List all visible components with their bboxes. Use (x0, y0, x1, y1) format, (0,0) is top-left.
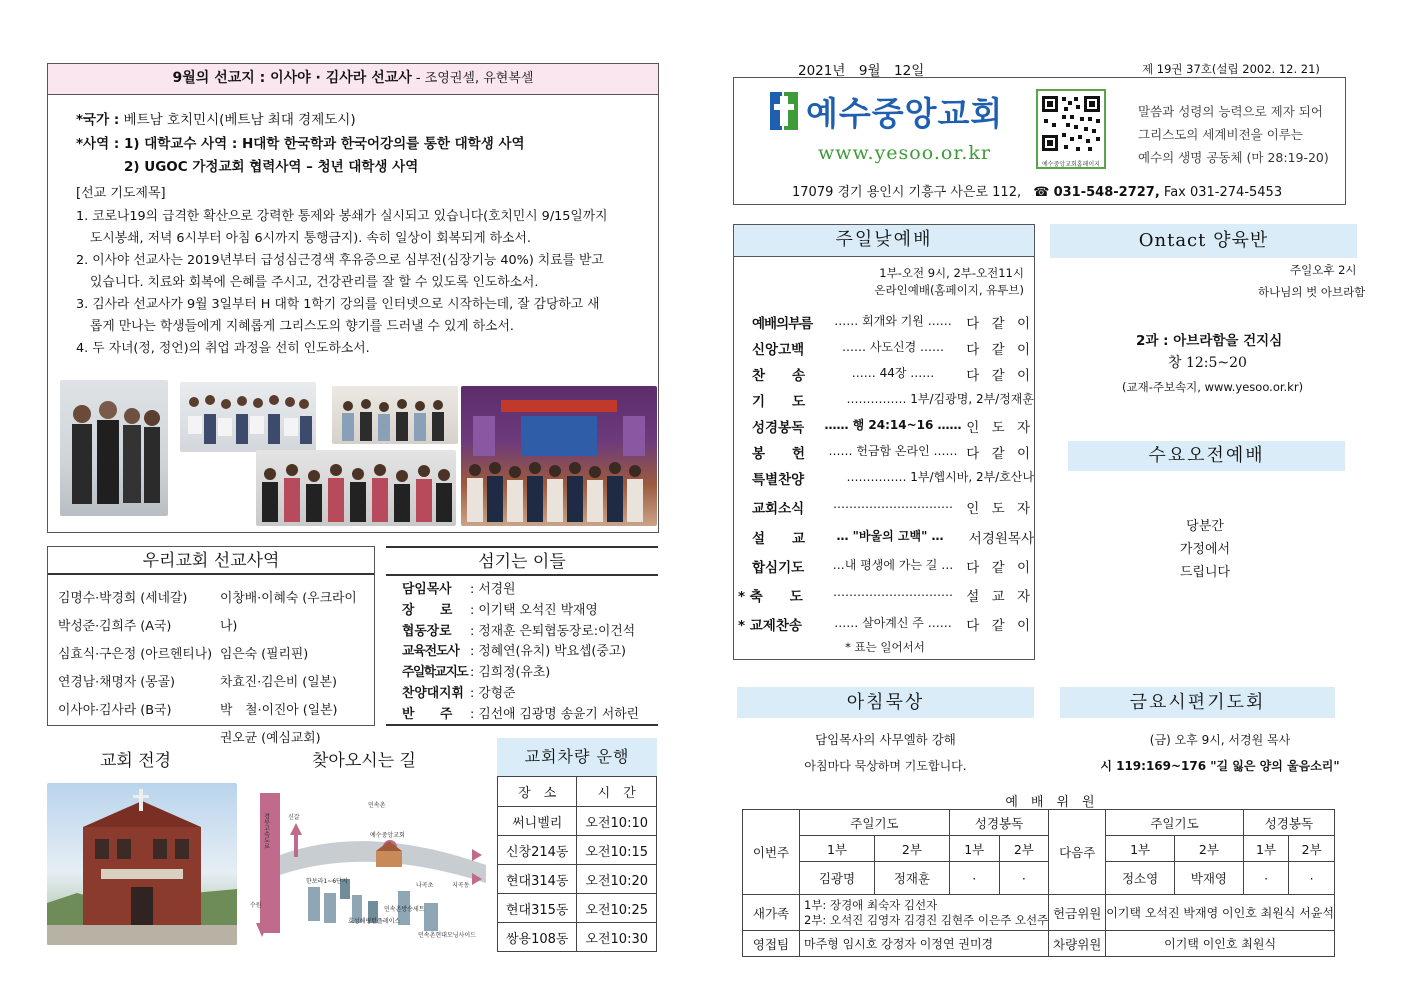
order-row: 기 도 …………… 1부/김광명, 2부/정재훈 (752, 392, 1034, 410)
missionary-entry: 임은숙 (필리핀) (220, 647, 309, 662)
church-name: 예수중앙교회 (806, 94, 1004, 133)
map-label-church: 예수중앙교회 (370, 832, 405, 839)
vehicle-title: 교회차량 운행 (497, 738, 657, 776)
wednesday-note: 당분간 가정에서 드립니다 (1179, 519, 1231, 580)
table-row: 쌍용108동 오전10:30 (498, 923, 657, 952)
map-label-hanbora: 한보라1~6단지 (306, 878, 348, 885)
group-photo (256, 450, 456, 526)
friday-line-2: 시 119:169~176 "길 잃은 양의 울음소리" (1100, 759, 1340, 773)
morning-line-1: 담임목사의 사무엘하 강해 (815, 732, 956, 747)
church-visit-photo (332, 386, 458, 444)
motto-line: 말씀과 성령의 능력으로 제자 되어 (1138, 104, 1323, 119)
classroom-photo (180, 382, 316, 452)
prayer-line: 있습니다. 치료와 회복에 은혜를 주시고, 건강관리를 잘 할 수 있도록 인도하소서. (90, 275, 539, 290)
order-row: 교회소식 ………………………… 인 도 자 (752, 497, 1034, 517)
missionary-entry: 이사야·김사라 (B국) (58, 703, 172, 718)
missionary-entry: 권오균 (예심교회) (220, 731, 321, 746)
committee-title: 예 배 위 원 (1005, 795, 1095, 810)
table-row: 현대314동 오전10:20 (498, 865, 657, 894)
qr-code (1036, 89, 1106, 169)
missionary-section (47, 63, 659, 533)
order-row: 봉 헌 …… 헌금함 온라인 …… 다 같 이 (752, 444, 1034, 462)
directions-map (248, 783, 490, 945)
servants-title: 섬기는 이들 (386, 548, 658, 576)
missionary-cells: - 조영권셀, 유현복셀 (411, 71, 534, 86)
order-row: 신앙고백 …… 사도신경 …… 다 같 이 (752, 340, 1034, 358)
masthead (733, 77, 1346, 205)
prayer-line: 도시봉쇄, 저녁 6시부터 아침 6시까지 통행금지). 속히 일상이 회복되게 하소서. (90, 231, 531, 246)
map-label-folkvillage: 민속촌 (368, 802, 386, 809)
address: 17079 경기 용인시 기흥구 사은로 112, (792, 185, 1022, 200)
servants-section (386, 546, 658, 726)
church-logo-icon (770, 92, 798, 130)
bulletin-issue: 제 19권 37호(설립 2002. 12. 21) (1142, 62, 1320, 76)
order-row: * 교제찬송 …… 살아계신 주 …… 다 같 이 (738, 616, 1034, 634)
motto-line: 그리스도의 세계비전을 이루는 (1138, 127, 1303, 142)
table-row: 현대315동 오전10:25 (498, 894, 657, 923)
servants-list: 담임목사 : 서경원 장 로 : 이기택 오석진 박재영 협동장로 : 정재훈 은퇴협동장로:이건석 교육전도사 : 정혜연(유치) 박요셉(중고) 주일학교지도 : 김희정(유초) 찬양대지휘 : 강형준 반 주 : 김선애 김광명 송윤기 서하린 (402, 582, 639, 722)
order-row: 합심기도 …내 평생에 가는 길 … 다 같 이 (752, 558, 1034, 576)
missionary-title: 9월의 선교지 : 이사야 · 김사라 선교사 (172, 70, 412, 86)
ontact-time: 주일오후 2시 (1290, 263, 1357, 277)
map-label-singal: 신갈 (288, 814, 300, 821)
worship-hall-photo (461, 386, 657, 526)
ontact-verse: 창 12:5~20 (1168, 355, 1247, 371)
contact-line (792, 181, 1282, 200)
committee-table: 이번주 주일기도 성경봉독 다음주 주일기도 성경봉독 1부 2부 1부 2부 1부 2부 1부 2부 김광명 정재훈 · · 정소영 박재영 · · 새가족 1부: 장경애 최숙자 김선자 2부: 오석진 김영자 김경진 김현주 이은주 오선주 헌금위원 이기택 오석진 박재영 이인호 최원식 서윤석 영접팀 마주형 임시호 강정자 이정연 권미경 차량위원 이기택 이인호 최원식 (742, 809, 1335, 957)
motto-line: 예수의 생명 공동체 (마 28:19-20) (1138, 150, 1329, 165)
table-row: 신창214동 오전10:15 (498, 836, 657, 865)
order-row: * 축 도 ………………………… 설 교 자 (738, 585, 1034, 605)
wednesday-title: 수요오전예배 (1068, 441, 1345, 471)
directions-title: 찾아오시는 길 (312, 751, 416, 771)
phone: 031-548-2727, (1053, 185, 1160, 200)
prayer-line: 롭게 만나는 학생들에게 지혜롭게 그리스도의 향기를 드러낼 수 있게 하소서. (90, 319, 514, 334)
prayer-line: 1. 코로나19의 급격한 확산으로 강력한 통제와 봉쇄가 실시되고 있습니다(호치민시 9/15일까지 (76, 209, 608, 224)
missionary-entry: 이창배·이혜숙 (우크라이나) (220, 591, 357, 634)
table-row: 써니벨리 오전10:10 (498, 807, 657, 836)
qr-caption: 예수중앙교회홈페이지 (1042, 161, 1100, 168)
map-label-jigok: 지곡동 (452, 882, 470, 889)
church-view-title: 교회 전경 (100, 751, 172, 771)
friday-title: 금요시편기도회 (1060, 687, 1335, 718)
missionary-entry: 연경남·채명자 (몽골) (58, 675, 176, 690)
map-label-suwon: 수원 (250, 902, 262, 909)
mission-list-section (47, 546, 375, 746)
order-row: 찬 송 …… 44장 …… 다 같 이 (752, 366, 1034, 384)
prayer-line: 3. 김사라 선교사가 9월 3일부터 H 대학 1학기 강의를 인터넷으로 시작하는데, 잘 감당하고 새 (76, 297, 600, 312)
ontact-material: (교재-주보속지, www.yesoo.or.kr) (1122, 380, 1304, 394)
mission-list-right (220, 585, 374, 753)
prayer-line: 4. 두 자녀(정, 정언)의 취업 과정을 선히 인도하소서. (76, 341, 370, 356)
map-label-nagok: 나곡초 (416, 882, 434, 889)
motto (1138, 100, 1329, 169)
order-row: 설 교 … "바울의 고백" … 서경원목사 (752, 529, 1034, 547)
bulletin-date: 2021년 9월 12일 (798, 63, 925, 79)
prayer-title: [선교 기도제목] (76, 186, 166, 201)
morning-line-2: 아침마다 묵상하며 기도합니다. (804, 759, 967, 773)
map-label-hyosung: 효성해링턴플레이스 (348, 918, 401, 925)
sunday-footnote: * 표는 일어서서 (845, 640, 925, 654)
vehicle-table: 장 소 시 간 써니벨리 오전10:10 신창214동 오전10:15 현대314동 오전10:20 현대315동 오전10:25 쌍용108동 오전10:30 (497, 776, 657, 952)
prayer-list (76, 206, 651, 360)
order-row: 성경봉독 …… 행 24:14~16 …… 인 도 자 (752, 418, 1034, 436)
fax: Fax 031-274-5453 (1163, 185, 1283, 200)
missionary-entry: 박 철·이진아 (일본) (220, 703, 338, 718)
missionary-entry: 김명수·박경희 (세네갈) (58, 591, 188, 606)
map-label-expressway: 경부고속도로 (262, 813, 270, 849)
order-row: 특별찬양 …………… 1부/헵시바, 2부/호산나 (752, 470, 1034, 488)
friday-line-1: (금) 오후 9시, 서경원 목사 (1149, 733, 1291, 747)
ontact-subtitle: 하나님의 벗 아브라함 (1258, 285, 1366, 299)
ontact-title: Ontact 양육반 (1050, 224, 1357, 258)
missionary-work: *사역 : 1) 대학교수 사역 : H대학 한국학과 한국어강의를 통한 대학생 사역 2) UGOC 가정교회 협력사역 – 청년 대학생 사역 (76, 136, 525, 175)
sunday-worship-title: 주일낮예배 (734, 225, 1034, 257)
new-family-cell: 1부: 장경애 최숙자 김선자 2부: 오석진 김영자 김경진 김현주 이은주 오선주 (800, 895, 1049, 931)
phone-icon: ☎ (1033, 185, 1050, 200)
missionary-entry: 박성준·김희주 (A국) (58, 619, 172, 634)
vehicle-section (497, 738, 657, 952)
map-label-hyundai: 민속촌현대모닝사이드 (418, 932, 476, 939)
sunday-worship-section (733, 224, 1035, 660)
church-building-photo (47, 783, 237, 945)
missionary-header (48, 64, 658, 95)
mission-list-left (58, 585, 212, 725)
missionary-family-photo (60, 380, 168, 516)
missionary-entry: 차효진·김은비 (일본) (220, 675, 338, 690)
morning-title: 아침묵상 (737, 687, 1034, 718)
sunday-times: 1부-오전 9시, 2부-오전11시 온라인예배(홈페이지, 유투브) (874, 266, 1024, 297)
church-url: www.yesoo.or.kr (818, 142, 991, 164)
missionary-entry: 심효식·구은정 (아르헨티나) (58, 647, 213, 662)
missionary-country: *국가 : 베트남 호치민시(베트남 최대 경제도시) (76, 112, 356, 128)
prayer-line: 2. 이사야 선교사는 2019년부터 급성심근경색 후유증으로 심부전(심장기능 40%) 치료를 받고 (76, 253, 604, 268)
map-label-broadcast: 민속촌방송세트 (384, 906, 425, 913)
order-row: 예배의부름 …… 회개와 기원 …… 다 같 이 (752, 314, 1034, 332)
mission-list-title: 우리교회 선교사역 (48, 547, 374, 575)
ontact-lesson: 2과 : 아브라함을 건지심 (1136, 333, 1283, 349)
